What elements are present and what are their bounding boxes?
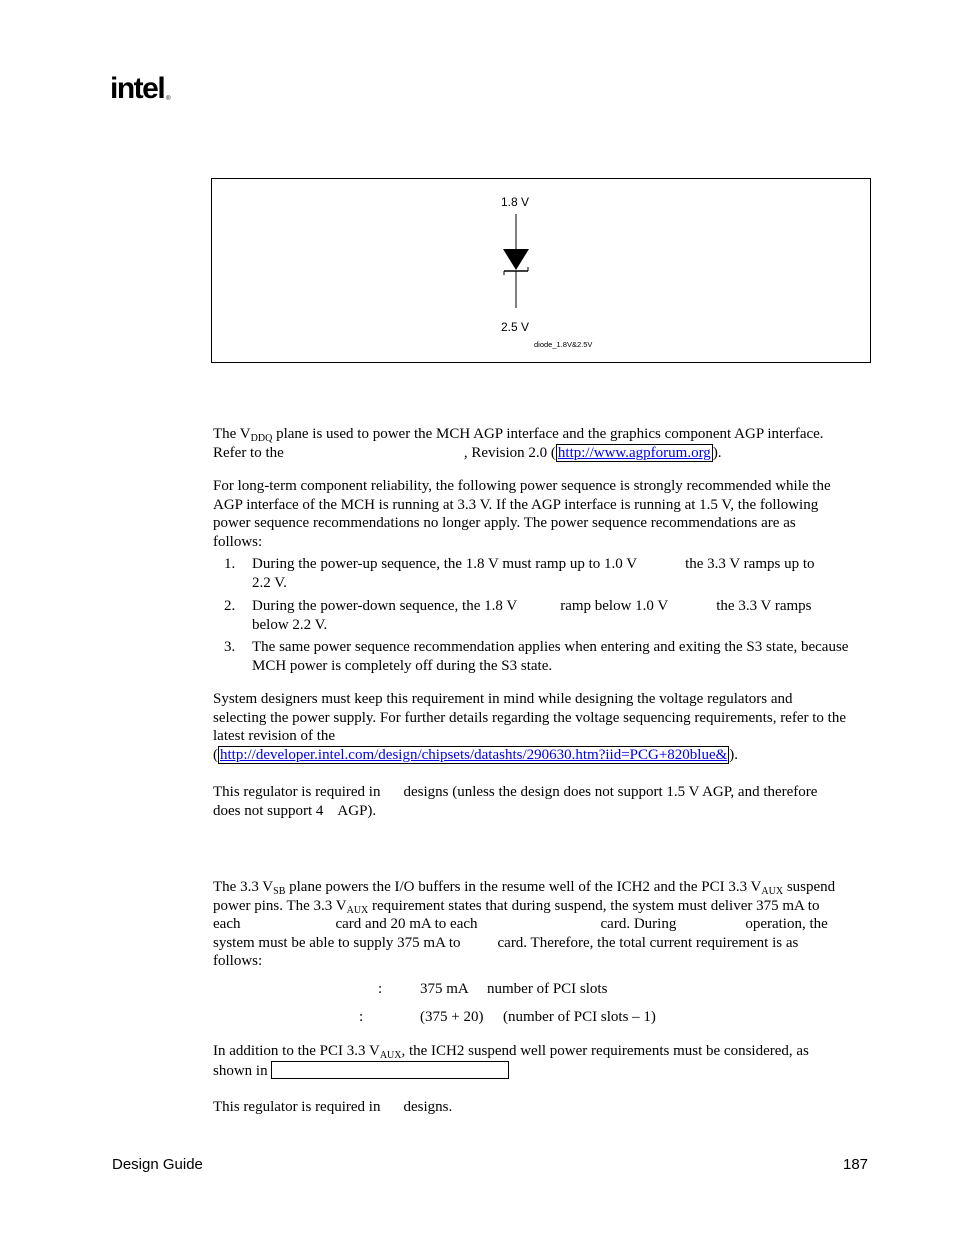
vsb-paragraph-1: The 3.3 $V_{SB}$ plane powers the I/O buffers in the resume well of the ICH2 and the PCI 3.3 $V_{AUX}$ suspend power pins. The 3.3 $V_{AUX}$ requirement states that during suspend, the system must deliver 375 mA to each card and 20 mA to each card. During operation, the system must be able to supply 375 mA to card. Therefore, the total current requirement is as follows: <box>213 879 836 969</box>
footer-title: Design Guide <box>112 1156 203 1173</box>
equation-2-term: (number of PCI slots – 1) <box>503 1009 656 1025</box>
list-item: During the power-up sequence, the 1.8 V must ramp up to 1.0 V the 3.3 V ramps up to 2.2 V. <box>252 556 815 591</box>
equation-1-value: 375 mA <box>420 981 469 997</box>
vsb-paragraph-2: In addition to the PCI 3.3 $V_{AUX}$, the ICH2 suspend well power requirements must be considered, as shown in <box>213 1043 809 1079</box>
list-item: During the power-down sequence, the 1.8 V ramp below 1.0 V the 3.3 V ramps below 2.2 V. <box>252 598 812 633</box>
list-item-number: 3. <box>224 639 236 655</box>
list-item: The same power sequence recommendation applies when entering and exiting the S3 state, because MCH power is completely off during the S3 state. <box>252 639 849 674</box>
vddq-paragraph-3: System designers must keep this requirement in mind while designing the voltage regulators and selecting the power supply. For further details regarding the voltage sequencing requirements, refer to the latest revision of the ( http://developer.intel.com/design/chipsets/datashts/290630.htm?iid=PCG+820blue& ). <box>213 691 846 763</box>
intel-datasheet-link[interactable]: http://developer.intel.com/design/chipsets/datashts/290630.htm?iid=PCG+820blue& <box>220 746 728 763</box>
vddq-paragraph-2: For long-term component reliability, the following power sequence is strongly recommended while the AGP interface of the MCH is running at 3.3 V. If the AGP interface is running at 1.5 V, the following power sequence recommendations no longer apply. The power sequence recommendations are as follows: <box>213 478 831 550</box>
registered-mark: ® <box>166 96 171 102</box>
agpforum-link[interactable]: http://www.agpforum.org <box>557 444 711 461</box>
vddq-paragraph-1: The $V_{DDQ}$ plane is used to power the MCH AGP interface and the graphics component AGP interface. Refer to the , Revision 2.0 ( http://www.agpforum.org ). <box>213 426 824 461</box>
equation-2-value: (375 + 20) <box>420 1009 484 1025</box>
figure-box <box>211 178 871 363</box>
figure-bottom-label: 2.5 V <box>501 320 530 334</box>
figure-top-label: 1.8 V <box>501 195 530 209</box>
equation-1-colon: : <box>378 981 383 997</box>
vddq-paragraph-4: This regulator is required in designs (unless the design does not support 1.5 V AGP, and therefore does not support 4 AGP). <box>213 784 818 819</box>
list-item-number: 2. <box>224 598 236 614</box>
page-number: 187 <box>843 1156 869 1173</box>
equation-2-colon: : <box>359 1009 364 1025</box>
list-item-number: 1. <box>224 556 236 572</box>
equation-1-term: number of PCI slots <box>487 981 608 997</box>
diode-symbol-icon <box>500 214 534 310</box>
vsb-paragraph-3: This regulator is required in designs. <box>213 1099 453 1115</box>
intel-logo <box>110 74 171 104</box>
cross-reference-link[interactable] <box>271 1061 509 1079</box>
figure-caption: diode_1.8V&2.5V <box>534 340 593 349</box>
logo-text: intel <box>110 72 165 105</box>
